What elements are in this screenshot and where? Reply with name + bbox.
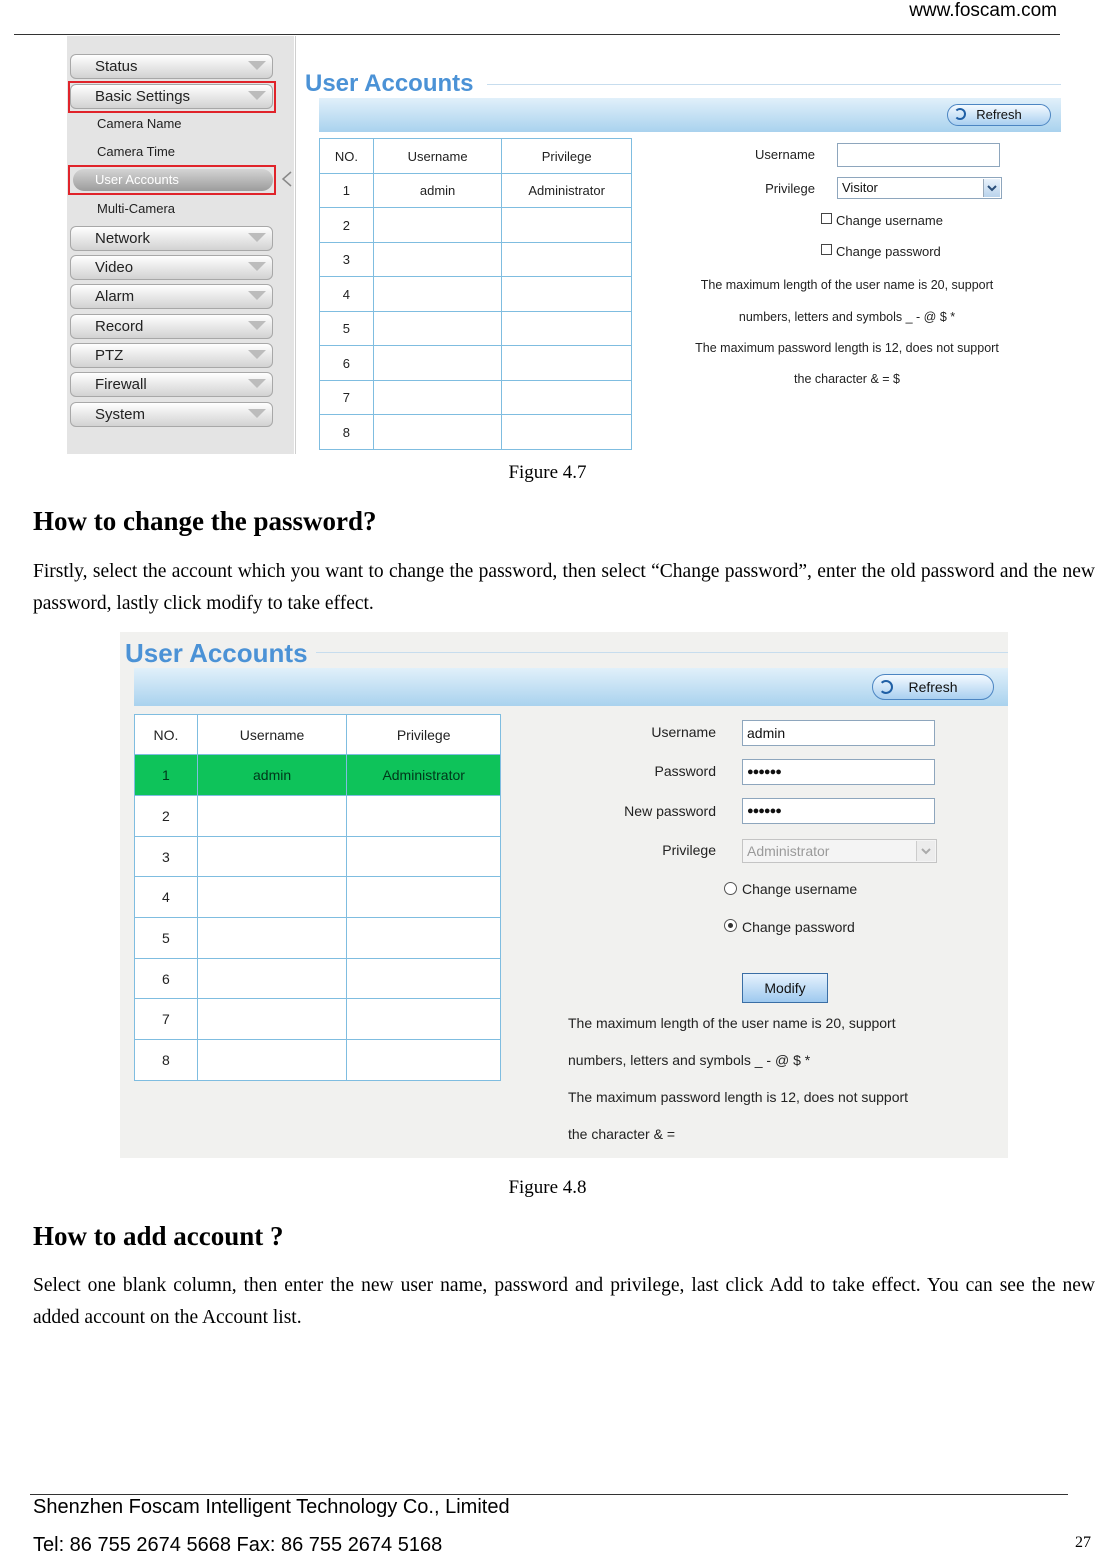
table-header-row: [320, 139, 632, 174]
refresh-label: Refresh: [976, 107, 1022, 122]
menu-label: Record: [95, 318, 144, 335]
highlight-box-user-accounts: [68, 165, 276, 195]
chevron-down-icon: [248, 350, 266, 359]
site-url: www.foscam.com: [909, 0, 1057, 21]
menu-system[interactable]: [70, 402, 273, 427]
cell-privilege: [502, 243, 632, 277]
cell-username: [373, 277, 502, 312]
note-line-1: The maximum length of the user name is 20, support: [700, 278, 994, 292]
cell-privilege: [347, 837, 501, 877]
heading-change-password: How to change the password?: [33, 506, 377, 536]
figure-4-8-caption: Figure 4.8: [508, 1177, 587, 1198]
change-password-checkbox[interactable]: [821, 244, 832, 255]
cell-username: [373, 208, 502, 243]
accounts-table: [319, 138, 632, 450]
menu-record[interactable]: [70, 314, 273, 339]
note-line-2: numbers, letters and symbols _ - @ $ *: [568, 1052, 811, 1068]
cell-privilege: [347, 999, 501, 1040]
submenu-user-accounts[interactable]: User Accounts: [73, 169, 273, 191]
chevron-down-icon: [248, 291, 266, 300]
table-row[interactable]: [320, 243, 632, 277]
change-password-label: Change password: [836, 244, 941, 259]
paragraph-change-password: Firstly, select the account which you want to change the password, then select “Change password”, enter the old password and the new password, lastly click modify to take effect.: [33, 561, 1095, 614]
table-row[interactable]: [135, 918, 501, 959]
cell-privilege: [502, 208, 632, 243]
cell-no: 3: [135, 837, 198, 877]
cell-privilege: [347, 796, 501, 837]
table-row[interactable]: [135, 999, 501, 1040]
change-username-label: Change username: [742, 881, 858, 897]
cell-username: [197, 918, 347, 959]
table-row[interactable]: [135, 1040, 501, 1081]
table-row[interactable]: [320, 381, 632, 415]
new-password-label: New password: [624, 803, 716, 819]
menu-status[interactable]: [70, 54, 273, 79]
footer-contact: Tel: 86 755 2674 5668 Fax: 86 755 2674 5168: [33, 1534, 443, 1556]
column-header: Username: [373, 139, 502, 174]
title-rule: [487, 84, 1061, 85]
privilege-select[interactable]: [837, 177, 1002, 199]
cell-no: 2: [320, 208, 374, 243]
cell-no: 1: [135, 755, 198, 796]
cell-no: 6: [320, 346, 374, 381]
menu-label: Basic Settings: [95, 88, 191, 105]
refresh-icon: [879, 680, 893, 694]
refresh-button[interactable]: [947, 104, 1051, 126]
cell-no: 5: [320, 312, 374, 346]
chevron-down-icon: [248, 379, 266, 388]
header-rule: [14, 34, 1060, 35]
cell-username: [373, 415, 502, 450]
cell-privilege: [502, 346, 632, 381]
menu-network[interactable]: [70, 226, 273, 251]
cell-username: [373, 346, 502, 381]
menu-label: Firewall: [95, 376, 147, 393]
cell-username: [197, 959, 347, 999]
column-header: NO.: [135, 715, 198, 755]
menu-label: System: [95, 406, 146, 423]
cell-no: 4: [320, 277, 374, 312]
username-input[interactable]: [837, 143, 1000, 167]
password-input[interactable]: ●●●●●●: [742, 759, 935, 785]
cell-no: 8: [320, 415, 374, 450]
cell-username: [373, 312, 502, 346]
table-row[interactable]: [135, 837, 501, 877]
sidebar-divider: [295, 36, 296, 454]
cell-no: 2: [135, 796, 198, 837]
cell-no: 6: [135, 959, 198, 999]
column-header: Privilege: [347, 715, 501, 755]
table-row[interactable]: [135, 877, 501, 918]
chevron-down-icon: [248, 409, 266, 418]
submenu-camera-name[interactable]: Camera Name: [97, 116, 182, 131]
cell-username: [197, 1040, 347, 1081]
change-username-checkbox[interactable]: [821, 213, 832, 224]
column-header: Username: [197, 715, 347, 755]
menu-label: Alarm: [95, 288, 135, 305]
table-row[interactable]: [135, 959, 501, 999]
chevron-down-icon: [248, 262, 266, 271]
cell-no: 7: [135, 999, 198, 1040]
cell-privilege: [502, 277, 632, 312]
cell-username: admin: [373, 174, 502, 208]
menu-label: Video: [95, 259, 134, 276]
cell-privilege: [502, 381, 632, 415]
heading-add-account: How to add account ?: [33, 1221, 284, 1251]
footer-company: Shenzhen Foscam Intelligent Technology Co., Limited: [33, 1496, 510, 1518]
cell-no: 5: [135, 918, 198, 959]
chevron-down-icon: [983, 179, 1000, 197]
change-password-label: Change password: [742, 919, 855, 935]
submenu-multi-camera[interactable]: Multi-Camera: [97, 201, 176, 216]
table-row[interactable]: [320, 277, 632, 312]
cell-username: [197, 999, 347, 1040]
column-header: NO.: [320, 139, 374, 174]
note-line-1: The maximum length of the user name is 20, support: [568, 1015, 896, 1031]
cell-username: [373, 243, 502, 277]
privilege-label: Privilege: [765, 181, 815, 196]
title-rule: [316, 652, 1008, 653]
chevron-down-icon: [916, 841, 935, 861]
privilege-select-disabled: [742, 839, 937, 863]
menu-alarm[interactable]: [70, 284, 273, 309]
username-label: Username: [755, 147, 815, 162]
table-row[interactable]: [320, 312, 632, 346]
menu-video[interactable]: [70, 255, 273, 280]
table-row[interactable]: [320, 174, 632, 208]
cell-privilege: [347, 877, 501, 918]
footer-rule: [30, 1494, 1068, 1495]
note-line-2: numbers, letters and symbols _ - @ $ *: [738, 310, 956, 324]
cell-privilege: [502, 415, 632, 450]
privilege-label: Privilege: [662, 842, 716, 858]
note-line-3: The maximum password length is 12, does not support: [695, 341, 999, 355]
submenu-camera-time[interactable]: Camera Time: [97, 144, 176, 159]
username-input[interactable]: admin: [742, 720, 935, 746]
cell-privilege: [502, 312, 632, 346]
sidebar: [67, 36, 294, 454]
cell-username: admin: [197, 755, 347, 796]
table-row[interactable]: [320, 208, 632, 243]
refresh-icon: [954, 108, 966, 120]
cell-username: [197, 796, 347, 837]
cell-no: 7: [320, 381, 374, 415]
cell-no: 3: [320, 243, 374, 277]
privilege-selected: Administrator: [747, 843, 830, 859]
accounts-table: [134, 714, 501, 1081]
figure-4-7-caption: Figure 4.7: [508, 462, 587, 483]
paragraph-add-account: Select one blank column, then enter the new user name, password and privilege, last click Add to take effect. You can see the new added account on the Account list.: [33, 1275, 1095, 1328]
note-line-4: the character & =: [568, 1126, 676, 1142]
column-header: Privilege: [502, 139, 632, 174]
cell-no: 8: [135, 1040, 198, 1081]
collapse-arrow-icon: [281, 171, 293, 187]
table-row-selected[interactable]: [135, 755, 501, 796]
change-username-radio[interactable]: [724, 882, 737, 895]
username-label: Username: [651, 724, 716, 740]
chevron-down-icon: [248, 321, 266, 330]
note-line-4: the character & = $: [794, 372, 900, 386]
refresh-button[interactable]: [872, 674, 994, 700]
table-header-row: [135, 715, 501, 755]
figure-4-7-screenshot: [67, 36, 1061, 454]
cell-username: [197, 877, 347, 918]
change-username-label: Change username: [836, 213, 943, 228]
password-label: Password: [654, 763, 716, 779]
cell-no: 1: [320, 174, 374, 208]
new-password-input[interactable]: ●●●●●●: [742, 798, 935, 824]
cell-privilege: Administrator: [347, 755, 501, 796]
menu-ptz[interactable]: [70, 343, 273, 368]
menu-firewall[interactable]: [70, 372, 273, 397]
chevron-down-icon: [248, 233, 266, 242]
menu-label: Network: [95, 230, 151, 247]
menu-label: PTZ: [95, 347, 124, 364]
note-line-3: The maximum password length is 12, does not support: [568, 1089, 909, 1105]
page-title: User Accounts: [305, 70, 474, 97]
privilege-selected: Visitor: [842, 180, 878, 195]
page-title: User Accounts: [125, 638, 308, 668]
cell-username: [197, 837, 347, 877]
change-password-radio[interactable]: [724, 919, 737, 932]
cell-privilege: [347, 918, 501, 959]
cell-privilege: Administrator: [502, 174, 632, 208]
menu-label: Status: [95, 58, 138, 75]
refresh-label: Refresh: [908, 679, 958, 695]
table-row[interactable]: [135, 796, 501, 837]
cell-username: [373, 381, 502, 415]
modify-button[interactable]: Modify: [742, 973, 828, 1003]
figure-4-8-screenshot: [120, 632, 1008, 1158]
cell-no: 4: [135, 877, 198, 918]
cell-privilege: [347, 959, 501, 999]
page-number: 27: [1075, 1534, 1091, 1551]
table-row[interactable]: [320, 415, 632, 450]
cell-privilege: [347, 1040, 501, 1081]
highlight-box-basic-settings: [68, 81, 276, 113]
table-row[interactable]: [320, 346, 632, 381]
chevron-down-icon: [248, 61, 266, 70]
